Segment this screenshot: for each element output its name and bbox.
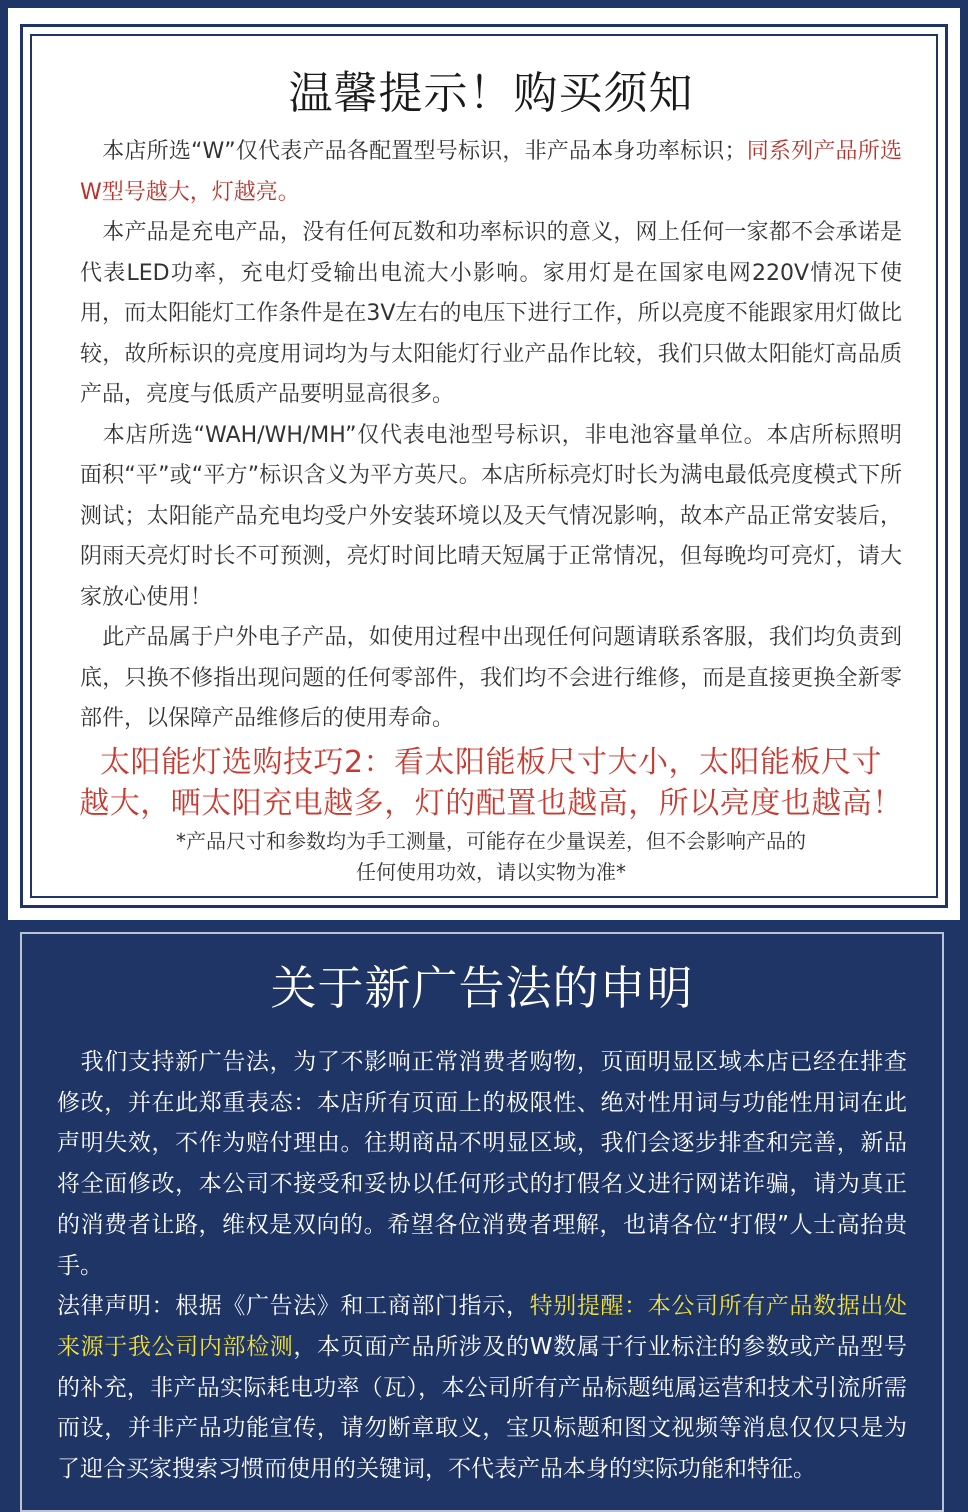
purchase-tip-line-1: 太阳能灯选购技巧2：看太阳能板尺寸大小，太阳能板尺寸	[99, 744, 883, 780]
notice-paragraph-2	[80, 213, 902, 416]
law-paragraph-1	[57, 1042, 907, 1286]
notice-paragraph-1	[80, 132, 902, 213]
notice-p1-highlight: 同系列产品所选W型号越大，灯越亮。	[80, 139, 902, 205]
law-p2-text: 法律声明：根据《广告法》和工商部门指示，	[57, 1293, 530, 1320]
law-p1-text: 我们支持新广告法，为了不影响正常消费者购物，页面明显区域本店已经在排查修改，并在此郑重表态：本店所有页面上的极限性、绝对性用词与功能性用词在此声明失效，不作为赔付理由。往期商品不明显区域，我们会逐步排查和完善，新品将全面修改，本公司不接受和妥协以任何形式的打假名义进行网诺诈骗，请为真正的消费者让路，维权是双向的。希望各位消费者理解，也请各位“打假”人士高抬贵手。	[57, 1049, 907, 1279]
notice-paragraph-3	[80, 416, 902, 619]
law-p2-highlight: 特别提醒：本公司所有产品数据出处来源于我公司内部检测	[57, 1293, 908, 1360]
measurement-disclaimer	[80, 826, 902, 888]
law-title: 关于新广告法的申明	[270, 961, 694, 1015]
notice-p1-text: 本店所选“W”仅代表产品各配置型号标识，非产品本身功率标识；	[102, 139, 747, 164]
purchase-tip	[62, 742, 920, 824]
notice-p2-text: 本产品是充电产品，没有任何瓦数和功率标识的意义，网上任何一家都不会承诺是代表LED功率，充电灯受输出电流大小影响。家用灯是在国家电网220V情况下使用，而太阳能灯工作条件是在3V左右的电压下进行工作，所以亮度不能跟家用灯做比较，故所标识的亮度用词均为与太阳能灯行业产品作比较，我们只做太阳能灯高品质产品，亮度与低质产品要明显高很多。	[80, 220, 902, 407]
purchase-tip-line-2: 越大，晒太阳充电越多，灯的配置也越高，所以亮度也越高！	[79, 785, 903, 821]
law-section	[57, 948, 907, 1490]
notice-p4-text: 此产品属于户外电子产品，如使用过程中出现任何问题请联系客服，我们均负责到底，只换不修指出现问题的任何零部件，我们均不会进行维修，而是直接更换全新零部件，以保障产品维修后的使用寿命。	[80, 625, 902, 731]
law-p2-rest: ，本页面产品所涉及的W数属于行业标注的参数或产品型号的补充，非产品实际耗电功率（瓦），本公司所有产品标题纯属运营和技术引流所需而设，并非产品功能宣传，请勿断章取义，宝贝标题和图文视频等消息仅仅只是为了迎合买家搜索习惯而使用的关键词，不代表产品本身的实际功能和特征。	[57, 1333, 907, 1483]
law-paragraph-2	[57, 1286, 907, 1490]
disclaimer-line-1: *产品尺寸和参数均为手工测量，可能存在少量误差，但不会影响产品的	[176, 828, 806, 853]
disclaimer-line-2: 任何使用功效，请以实物为准*	[356, 859, 626, 884]
notice-p3-text: 本店所选“WAH/WH/MH”仅代表电池型号标识，非电池容量单位。本店所标照明面积“平”或“平方”标识含义为平方英尺。本店所标亮灯时长为满电最低亮度模式下所测试；太阳能产品充电均受户外安装环境以及天气情况影响，故本产品正常安装后，阴雨天亮灯时长不可预测，亮灯时间比晴天短属于正常情况，但每晚均可亮灯，请大家放心使用！	[80, 422, 902, 610]
notice-paragraph-4	[80, 618, 902, 740]
notice-title: 温馨提示！购买须知	[288, 68, 694, 119]
notice-content	[80, 50, 902, 888]
